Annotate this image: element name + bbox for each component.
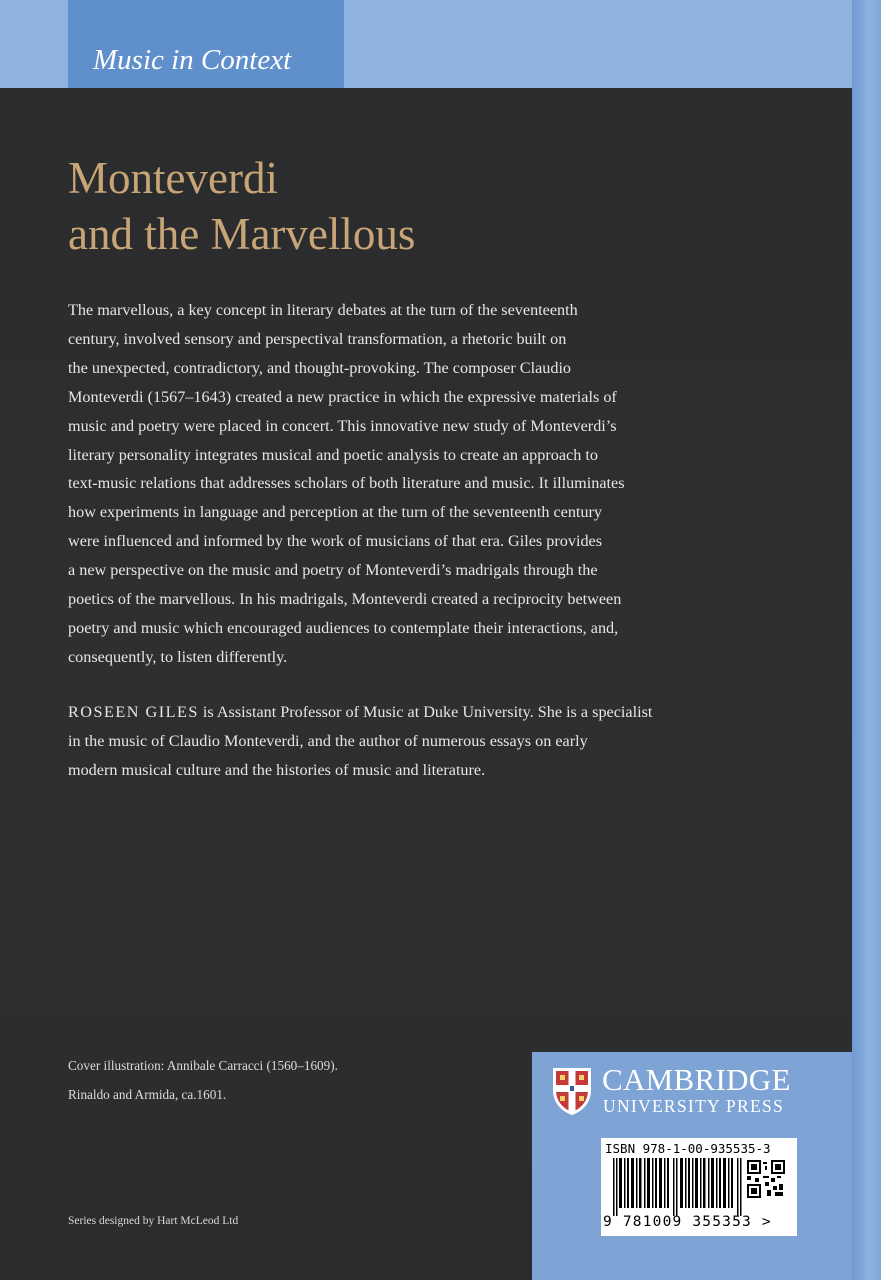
book-title	[68, 150, 415, 262]
credit-line-1: Cover illustration: Annibale Carracci (1560–1609).	[68, 1058, 338, 1073]
blurb-line: poetry and music which encouraged audiences to contemplate their interactions, and,	[68, 618, 619, 637]
credit-line-2: Rinaldo and Armida, ca.1601.	[68, 1087, 227, 1102]
blurb-line: Monteverdi (1567–1643) created a new practice in which the expressive materials of	[68, 387, 617, 406]
bio-line-2: in the music of Claudio Monteverdi, and the author of numerous essays on early	[68, 731, 588, 750]
cambridge-crest-icon	[551, 1066, 593, 1116]
qr-code-icon	[747, 1160, 785, 1198]
blurb-line: literary personality integrates musical and poetic analysis to create an approach to	[68, 445, 598, 464]
bio-line-3: modern musical culture and the histories of music and literature.	[68, 760, 486, 779]
author-name: ROSEEN GILES	[68, 703, 199, 721]
blurb-line: text-music relations that addresses scholars of both literature and music. It illuminates	[68, 474, 625, 493]
blurb-line: century, involved sensory and perspectival transformation, a rhetoric built on	[68, 329, 567, 348]
blurb-line: a new perspective on the music and poetry of Monteverdi’s madrigals through the	[68, 561, 598, 580]
isbn-text: ISBN 978-1-00-935535-3	[605, 1141, 771, 1156]
publisher-subtitle: UNIVERSITY PRESS	[603, 1096, 785, 1116]
blurb-line: The marvellous, a key concept in literary debates at the turn of the seventeenth	[68, 301, 578, 319]
bio-line-1	[68, 698, 718, 727]
blurb-line: consequently, to listen differently.	[68, 647, 288, 666]
series-designer-credit: Series designed by Hart McLeod Ltd	[68, 1215, 239, 1227]
cover-illustration-credit	[68, 1051, 338, 1109]
blurb-line: music and poetry were placed in concert. This innovative new study of Monteverdi’s	[68, 416, 617, 435]
blurb-line: were influenced and informed by the work of musicians of that era. Giles provides	[68, 532, 603, 551]
book-title-line-2: and the Marvellous	[68, 209, 416, 259]
blurb-line: poetics of the marvellous. In his madrigals, Monteverdi created a reciprocity between	[68, 590, 622, 609]
author-bio	[68, 698, 718, 785]
blurb-line: how experiments in language and perception at the turn of the seventeenth century	[68, 503, 602, 522]
book-title-line-1: Monteverdi	[68, 153, 278, 203]
barcode-label	[601, 1138, 797, 1236]
book-blurb	[68, 296, 718, 672]
spine-edge	[852, 0, 881, 1280]
barcode-icon	[613, 1158, 743, 1216]
series-name: Music in Context	[93, 44, 292, 76]
blurb-line: the unexpected, contradictory, and thought-provoking. The composer Claudio	[68, 358, 572, 377]
publisher-name: CAMBRIDGE	[602, 1062, 791, 1097]
bio-line-1-text: is Assistant Professor of Music at Duke University. She is a specialist	[198, 703, 653, 721]
ean-digits: 9 781009 355353 >	[603, 1214, 772, 1230]
